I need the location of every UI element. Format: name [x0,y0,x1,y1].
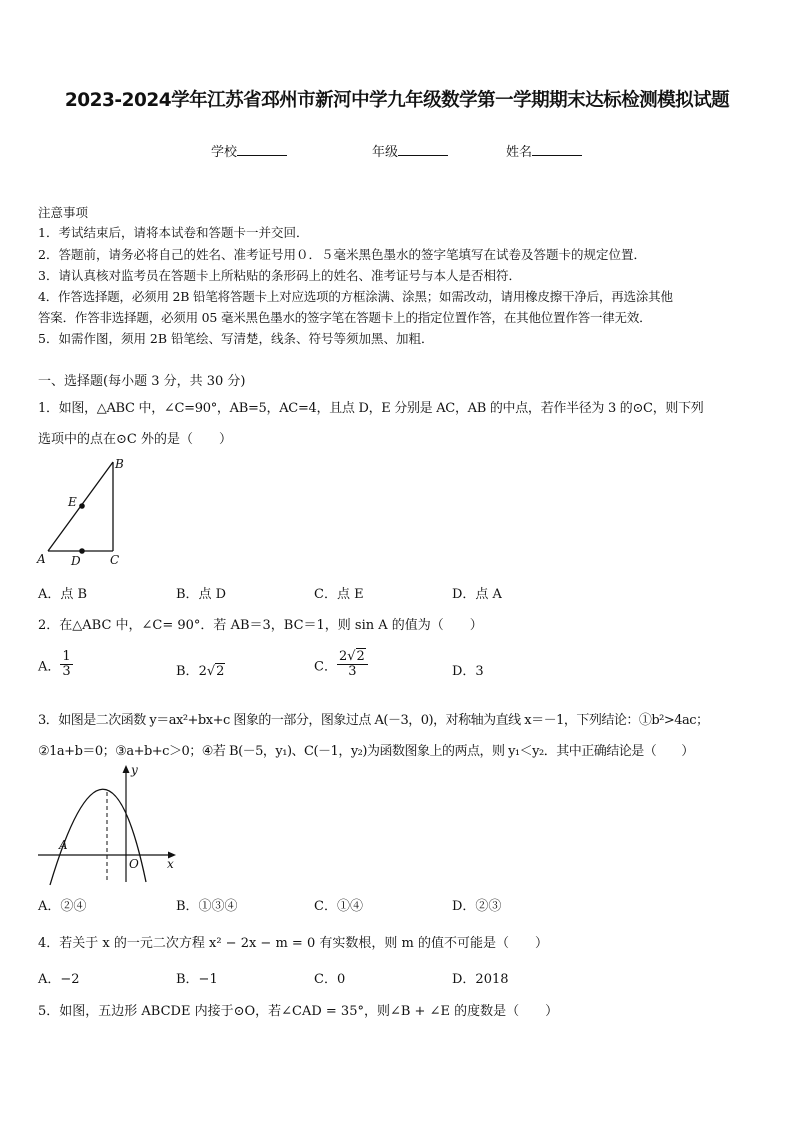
fraction [337,650,368,680]
q3-parabola-figure [34,760,184,890]
label-x: x [167,857,174,871]
q4-stem: 4．若关于 x 的一元二次方程 x² − 2x − m = 0 有实数根，则 m 的值不可能是（ ） [38,936,548,951]
label-y: y [131,763,138,777]
grade-field[interactable] [372,141,448,160]
q2-option-d[interactable]: D．3 [452,664,484,679]
numerator: 1 [62,649,71,664]
grade-blank[interactable] [398,143,448,156]
note-item: 4．作答选择题，必须用 2B 铅笔将答题卡上对应选项的方框涂满、涂黑；如需改动，请用橡皮擦干净后，再选涂其他 [38,289,673,304]
q2-option-b-label: B． [176,664,199,679]
q3-stem-line1: 3．如图是二次函数 y＝ax²+bx+c 图象的一部分，图象过点 A(－3，0)，对称轴为直线 x＝－1，下列结论：①b²>4ac； [38,713,709,728]
q2-option-b[interactable] [176,660,225,679]
q2-option-a[interactable] [38,650,73,680]
label-c: C [110,553,120,567]
denominator: 3 [62,664,71,680]
q2-option-a-label: A． [38,659,61,675]
sqrt-icon: √ [206,664,216,679]
q4-option-c[interactable]: C．0 [314,972,346,987]
coefficient: 2 [198,664,207,679]
q3-option-b[interactable]: B．①③④ [176,899,238,914]
q4-option-a[interactable]: A．−2 [38,972,80,987]
q1-stem-line1: 1．如图，△ABC 中，∠C=90°，AB=5，AC=4，且点 D，E 分别是 AC，AB 的中点，若作半径为 3 的⊙C，则下列 [38,401,704,416]
note-item: 答案．作答非选择题，必须用 05 毫米黑色墨水的签字笔在答题卡上的指定位置作答，在其他位置作答一律无效． [38,310,652,325]
notes-heading: 注意事项 [38,205,89,220]
label-a: A [37,552,46,566]
q3-option-c[interactable]: C．①④ [314,899,363,914]
q1-option-b[interactable]: B．点 D [176,587,227,602]
coefficient: 2 [338,649,348,664]
name-label: 姓名 [506,145,533,160]
label-d: D [71,554,81,568]
note-item: 5．如需作图，须用 2B 铅笔绘、写清楚，线条、符号等须加黑、加粗． [38,331,434,346]
q1-option-a[interactable]: A．点 B [38,587,88,602]
q5-stem: 5．如图，五边形 ABCDE 内接于⊙O，若∠CAD = 35°，则∠B + ∠E 的度数是（ ） [38,1004,559,1019]
school-blank[interactable] [237,143,287,156]
q1-option-c[interactable]: C．点 E [314,587,364,602]
q2-stem: 2．在△ABC 中，∠C= 90°．若 AB＝3，BC＝1，则 sin A 的值为（ ） [38,618,483,633]
q4-option-b[interactable]: B．−1 [176,972,218,987]
q3-option-d[interactable]: D．②③ [452,899,502,914]
numerator [337,650,368,665]
q4-option-d[interactable]: D．2018 [452,972,509,987]
point-d-dot [79,548,85,554]
denominator: 3 [348,664,357,680]
label-a: A [59,838,68,852]
school-field[interactable] [211,141,287,160]
point-e-dot [79,503,85,509]
name-blank[interactable] [532,143,582,156]
sqrt-icon: √ [347,649,356,664]
q2-option-c-label: C． [314,659,337,675]
grade-label: 年级 [372,145,399,160]
page-title: 2023-2024学年江苏省邳州市新河中学九年级数学第一学期期末达标检测模拟试题 [64,90,730,111]
q1-option-d[interactable]: D．点 A [452,587,502,602]
label-b: B [115,457,124,471]
label-o: O [129,857,139,871]
name-field[interactable] [506,141,582,160]
q1-triangle-figure [30,452,140,572]
q1-stem-line2: 选项中的点在⊙C 外的是（ ） [38,432,232,447]
q3-stem-line2: ②1a+b＝0；③a+b+c＞0；④若 B(－5，y₁)、C(－1，y₂)为函数图象上的两点，则 y₁＜y₂．其中正确结论是（ ） [38,744,694,759]
radicand: 2 [356,649,365,664]
q3-option-a[interactable]: A．②④ [38,899,87,914]
note-item: 1．考试结束后，请将本试卷和答题卡一并交回． [38,225,309,240]
note-item: 3．请认真核对监考员在答题卡上所粘贴的条形码上的姓名、准考证号与本人是否相符． [38,268,521,283]
q2-option-c[interactable] [314,650,368,680]
label-e: E [68,495,77,509]
school-label: 学校 [211,145,238,160]
note-item: 2．答题前，请务必将自己的姓名、准考证号用０．５毫米黑色墨水的签字笔填写在试卷及答题卡的规定位置． [38,247,646,262]
section-heading: 一、选择题(每小题 3 分，共 30 分) [38,374,246,389]
fraction [60,650,72,680]
y-axis-arrow [123,765,130,773]
radicand: 2 [216,664,225,679]
